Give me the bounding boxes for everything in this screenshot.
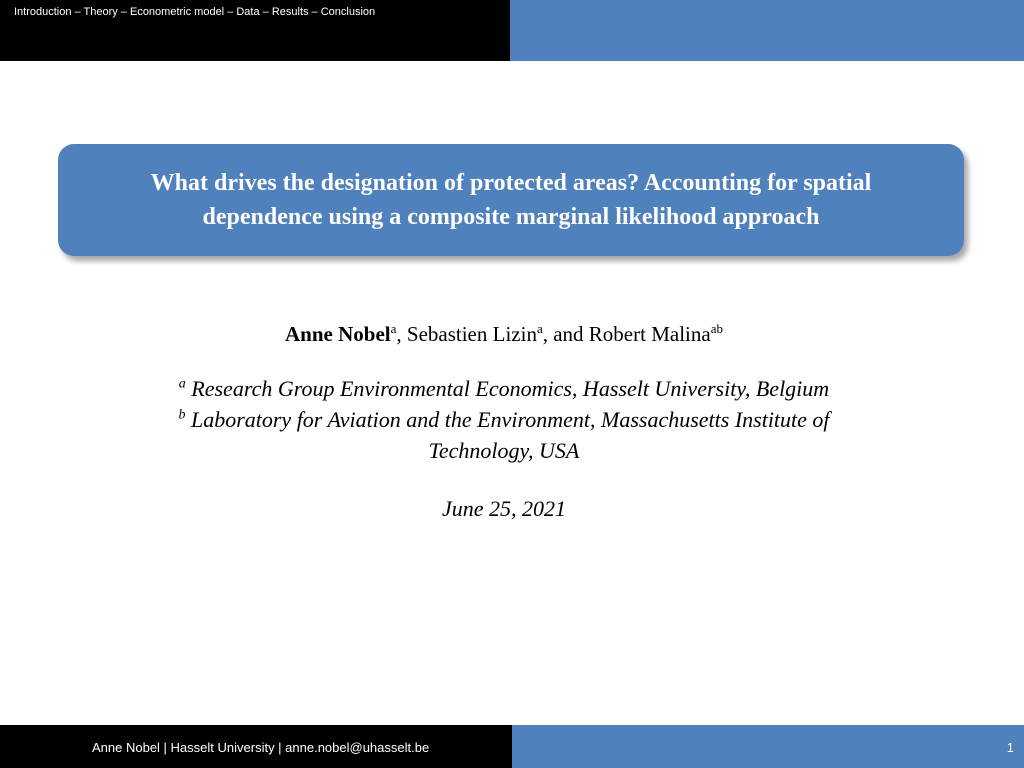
footer-author-info: Anne Nobel | Hasselt University | anne.nobel@uhasselt.be: [92, 740, 430, 755]
author-3-affiliation: ab: [710, 321, 723, 336]
affiliation-b-line-1: Laboratory for Aviation and the Environment, Massachusetts Institute of: [185, 407, 830, 432]
author-3: , and Robert Malina: [542, 322, 711, 346]
author-1: Anne Nobel: [285, 322, 391, 346]
affiliations: [0, 373, 1008, 466]
affiliation-b-line-2: Technology, USA: [428, 438, 580, 463]
section-navigation[interactable]: Introduction – Theory – Econometric model – Data – Results – Conclusion: [14, 6, 376, 18]
presentation-date: June 25, 2021: [441, 496, 567, 521]
author-2: , Sebastien Lizin: [396, 322, 537, 346]
header-accent-bar: [510, 0, 1024, 61]
slide-title: [131, 166, 892, 234]
page-number: 1: [1006, 740, 1014, 755]
author-1-affiliation: a: [390, 321, 397, 336]
title-line-2: dependence using a composite marginal likelihood approach: [202, 204, 820, 230]
footer-accent-bar: [512, 725, 1024, 768]
affiliation-b-marker: b: [178, 407, 186, 423]
affiliation-a: Research Group Environmental Economics, Hasselt University, Belgium: [185, 376, 830, 401]
title-box: [58, 144, 964, 256]
author-list: [0, 322, 1008, 347]
affiliation-a-marker: a: [178, 376, 186, 392]
title-line-1: What drives the designation of protected areas? Accounting for spatial: [150, 170, 872, 196]
author-2-affiliation: a: [536, 321, 543, 336]
